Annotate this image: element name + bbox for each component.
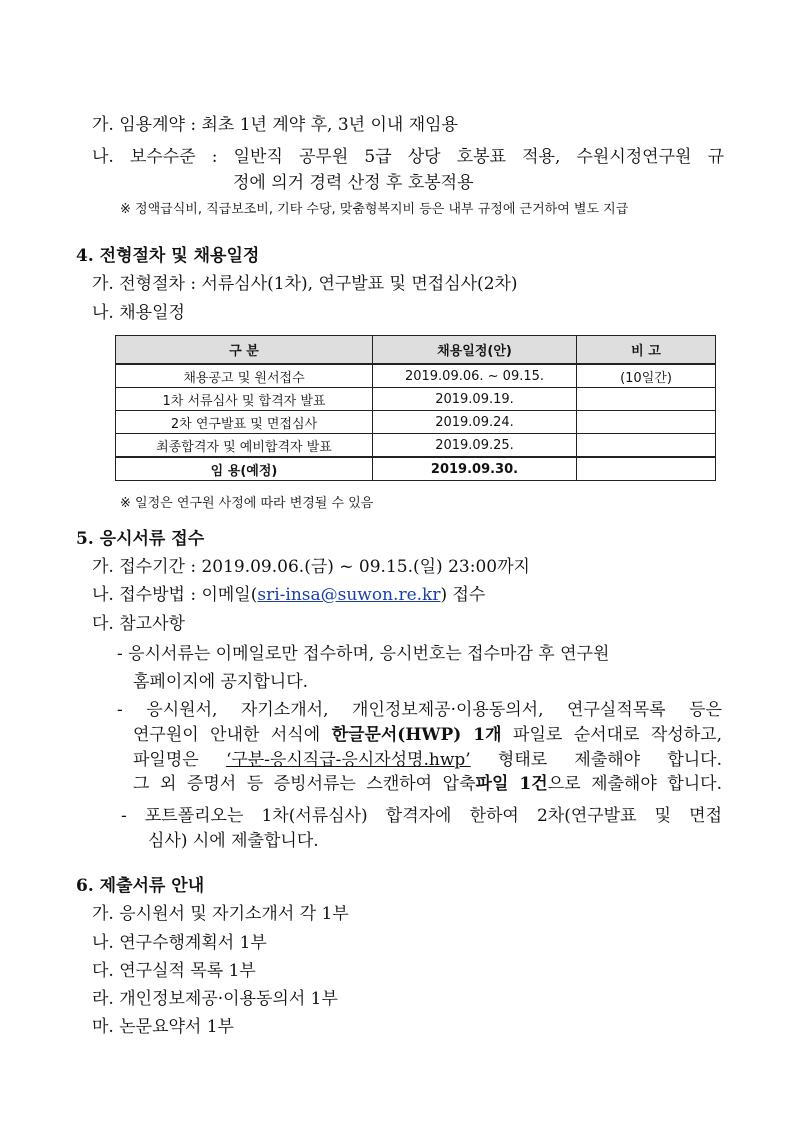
table-row	[116, 364, 716, 388]
list-item: 다. 연구실적 목록 1부	[92, 961, 256, 981]
bullet3-line2: 심사) 시에 제출합니다.	[148, 831, 319, 851]
header-note: 비 고	[577, 336, 716, 365]
bullet2-line1: - 응시원서, 자기소개서, 개인정보제공·이용동의서, 연구실적목록 등은	[117, 700, 722, 720]
bullet2-line4	[133, 773, 722, 795]
bullet2-line4-a: 그 외 증명서 등 증빙서류는 스캔하여 압축	[133, 774, 476, 794]
schedule-note: ※ 일정은 연구원 사정에 따라 변경될 수 있음	[120, 496, 374, 511]
bullet2-filename: ‘구분-응시직급-응시자성명.hwp’	[225, 750, 471, 770]
contract-terms: 가. 임용계약 : 최초 1년 계약 후, 3년 이내 재임용	[92, 115, 458, 135]
section-4-title: 4. 전형절차 및 채용일정	[76, 246, 260, 266]
bullet2-line4-bold: 파일 1건	[475, 774, 548, 794]
schedule-label: 나. 채용일정	[92, 303, 185, 323]
bullet1-line2: 홈페이지에 공지합니다.	[133, 672, 309, 692]
list-item: 라. 개인정보제공·이용동의서 1부	[92, 989, 338, 1009]
selection-process: 가. 전형절차 : 서류심사(1차), 연구발표 및 면접심사(2차)	[92, 274, 518, 294]
table-row	[116, 434, 716, 458]
schedule-table	[115, 335, 716, 481]
bullet2-line2-a: 연구원이 안내한 서식에	[133, 725, 332, 745]
list-item: 가. 응시원서 및 자기소개서 각 1부	[92, 904, 349, 924]
list-item: 나. 연구수행계획서 1부	[92, 933, 267, 953]
email-link[interactable]: sri-insa@suwon.re.kr	[257, 585, 441, 605]
row-note	[577, 388, 716, 411]
receipt-method-prefix: 나. 접수방법 : 이메일(	[92, 585, 258, 605]
row-category: 2차 연구발표 및 면접심사	[116, 411, 373, 434]
bullet2-line2-bold: 한글문서(HWP) 1개	[331, 725, 502, 745]
row-category: 임 용(예정)	[116, 457, 373, 481]
row-note	[577, 457, 716, 481]
row-date: 2019.09.24.	[373, 411, 577, 434]
row-date: 2019.09.06. ~ 09.15.	[373, 364, 577, 388]
row-date: 2019.09.25.	[373, 434, 577, 458]
salary-level-line2: 정에 의거 경력 산정 후 호봉적용	[233, 173, 474, 193]
bullet2-line2	[133, 724, 722, 746]
bullet2-line4-c: 으로 제출해야 합니다.	[547, 774, 722, 794]
bullet2-line3	[133, 749, 722, 771]
reference-label: 다. 참고사항	[92, 614, 185, 634]
row-note	[577, 434, 716, 458]
bullet3-line1: - 포트폴리오는 1차(서류심사) 합격자에 한하여 2차(연구발표 및 면접	[121, 806, 722, 826]
bullet1-line1: - 응시서류는 이메일로만 접수하며, 응시번호는 접수마감 후 연구원	[117, 644, 610, 664]
receipt-method	[92, 584, 485, 606]
row-date: 2019.09.30.	[373, 457, 577, 481]
table-row	[116, 457, 716, 481]
bullet2-line3-c: 형태로 제출해야 합니다.	[470, 750, 723, 770]
row-date: 2019.09.19.	[373, 388, 577, 411]
section-5-title: 5. 응시서류 접수	[76, 529, 205, 549]
bullet2-line3-a: 파일명은	[133, 750, 226, 770]
list-item: 마. 논문요약서 1부	[92, 1017, 234, 1037]
row-category: 최종합격자 및 예비합격자 발표	[116, 434, 373, 458]
header-category: 구 분	[116, 336, 373, 365]
section-6-title: 6. 제출서류 안내	[76, 876, 205, 896]
header-date: 채용일정(안)	[373, 336, 577, 365]
receipt-method-suffix: ) 접수	[440, 585, 486, 605]
bullet2-line2-c: 파일로 순서대로 작성하고,	[501, 725, 722, 745]
table-row	[116, 388, 716, 411]
salary-level-line1: 나. 보수수준 : 일반직 공무원 5급 상당 호봉표 적용, 수원시정연구원 규	[92, 147, 724, 167]
receipt-period: 가. 접수기간 : 2019.09.06.(금) ~ 09.15.(일) 23:00까지	[92, 557, 530, 577]
row-note: (10일간)	[577, 364, 716, 388]
row-category: 채용공고 및 원서접수	[116, 364, 373, 388]
allowance-note: ※ 정액급식비, 직급보조비, 기타 수당, 맞춤형복지비 등은 내부 규정에 근거하여 별도 지급	[120, 202, 629, 217]
table-row	[116, 411, 716, 434]
row-note	[577, 411, 716, 434]
row-category: 1차 서류심사 및 합격자 발표	[116, 388, 373, 411]
